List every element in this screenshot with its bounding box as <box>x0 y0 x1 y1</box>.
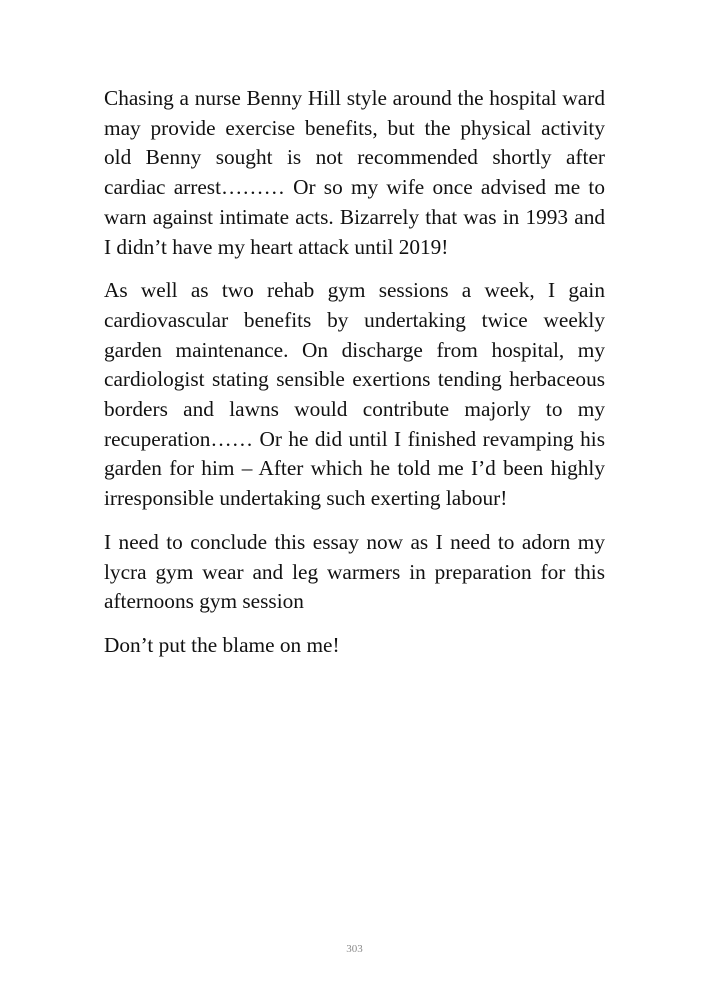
paragraph-2: As well as two rehab gym sessions a week, I gain cardiovascular benefits by undertaking twice weekly garden maintenance. On discharge from hospital, my cardiologist stating sensible exertions tending herbaceous borders and lawns would contribute majorly to my recuperation…… Or he did until I finished revamping his garden for him – After which he told me I’d been highly irresponsible undertaking such exerting labour! <box>104 278 605 511</box>
paragraph-4: Don’t put the blame on me! <box>104 632 340 657</box>
paragraph-1: Chasing a nurse Benny Hill style around the hospital ward may provide exercise benefits, but the physical activity old Benny sought is not recommended shortly after cardiac arrest……… Or so my wife once advised me to warn against intimate acts. Bizarrely that was in 1993 and I didn’t have my heart attack until 2019! <box>104 86 605 259</box>
page-number: 303 <box>346 943 363 955</box>
paragraph-3: I need to conclude this essay now as I need to adorn my lycra gym wear and leg warmers in preparation for this afternoons gym session <box>104 529 605 614</box>
body-text <box>104 84 605 675</box>
